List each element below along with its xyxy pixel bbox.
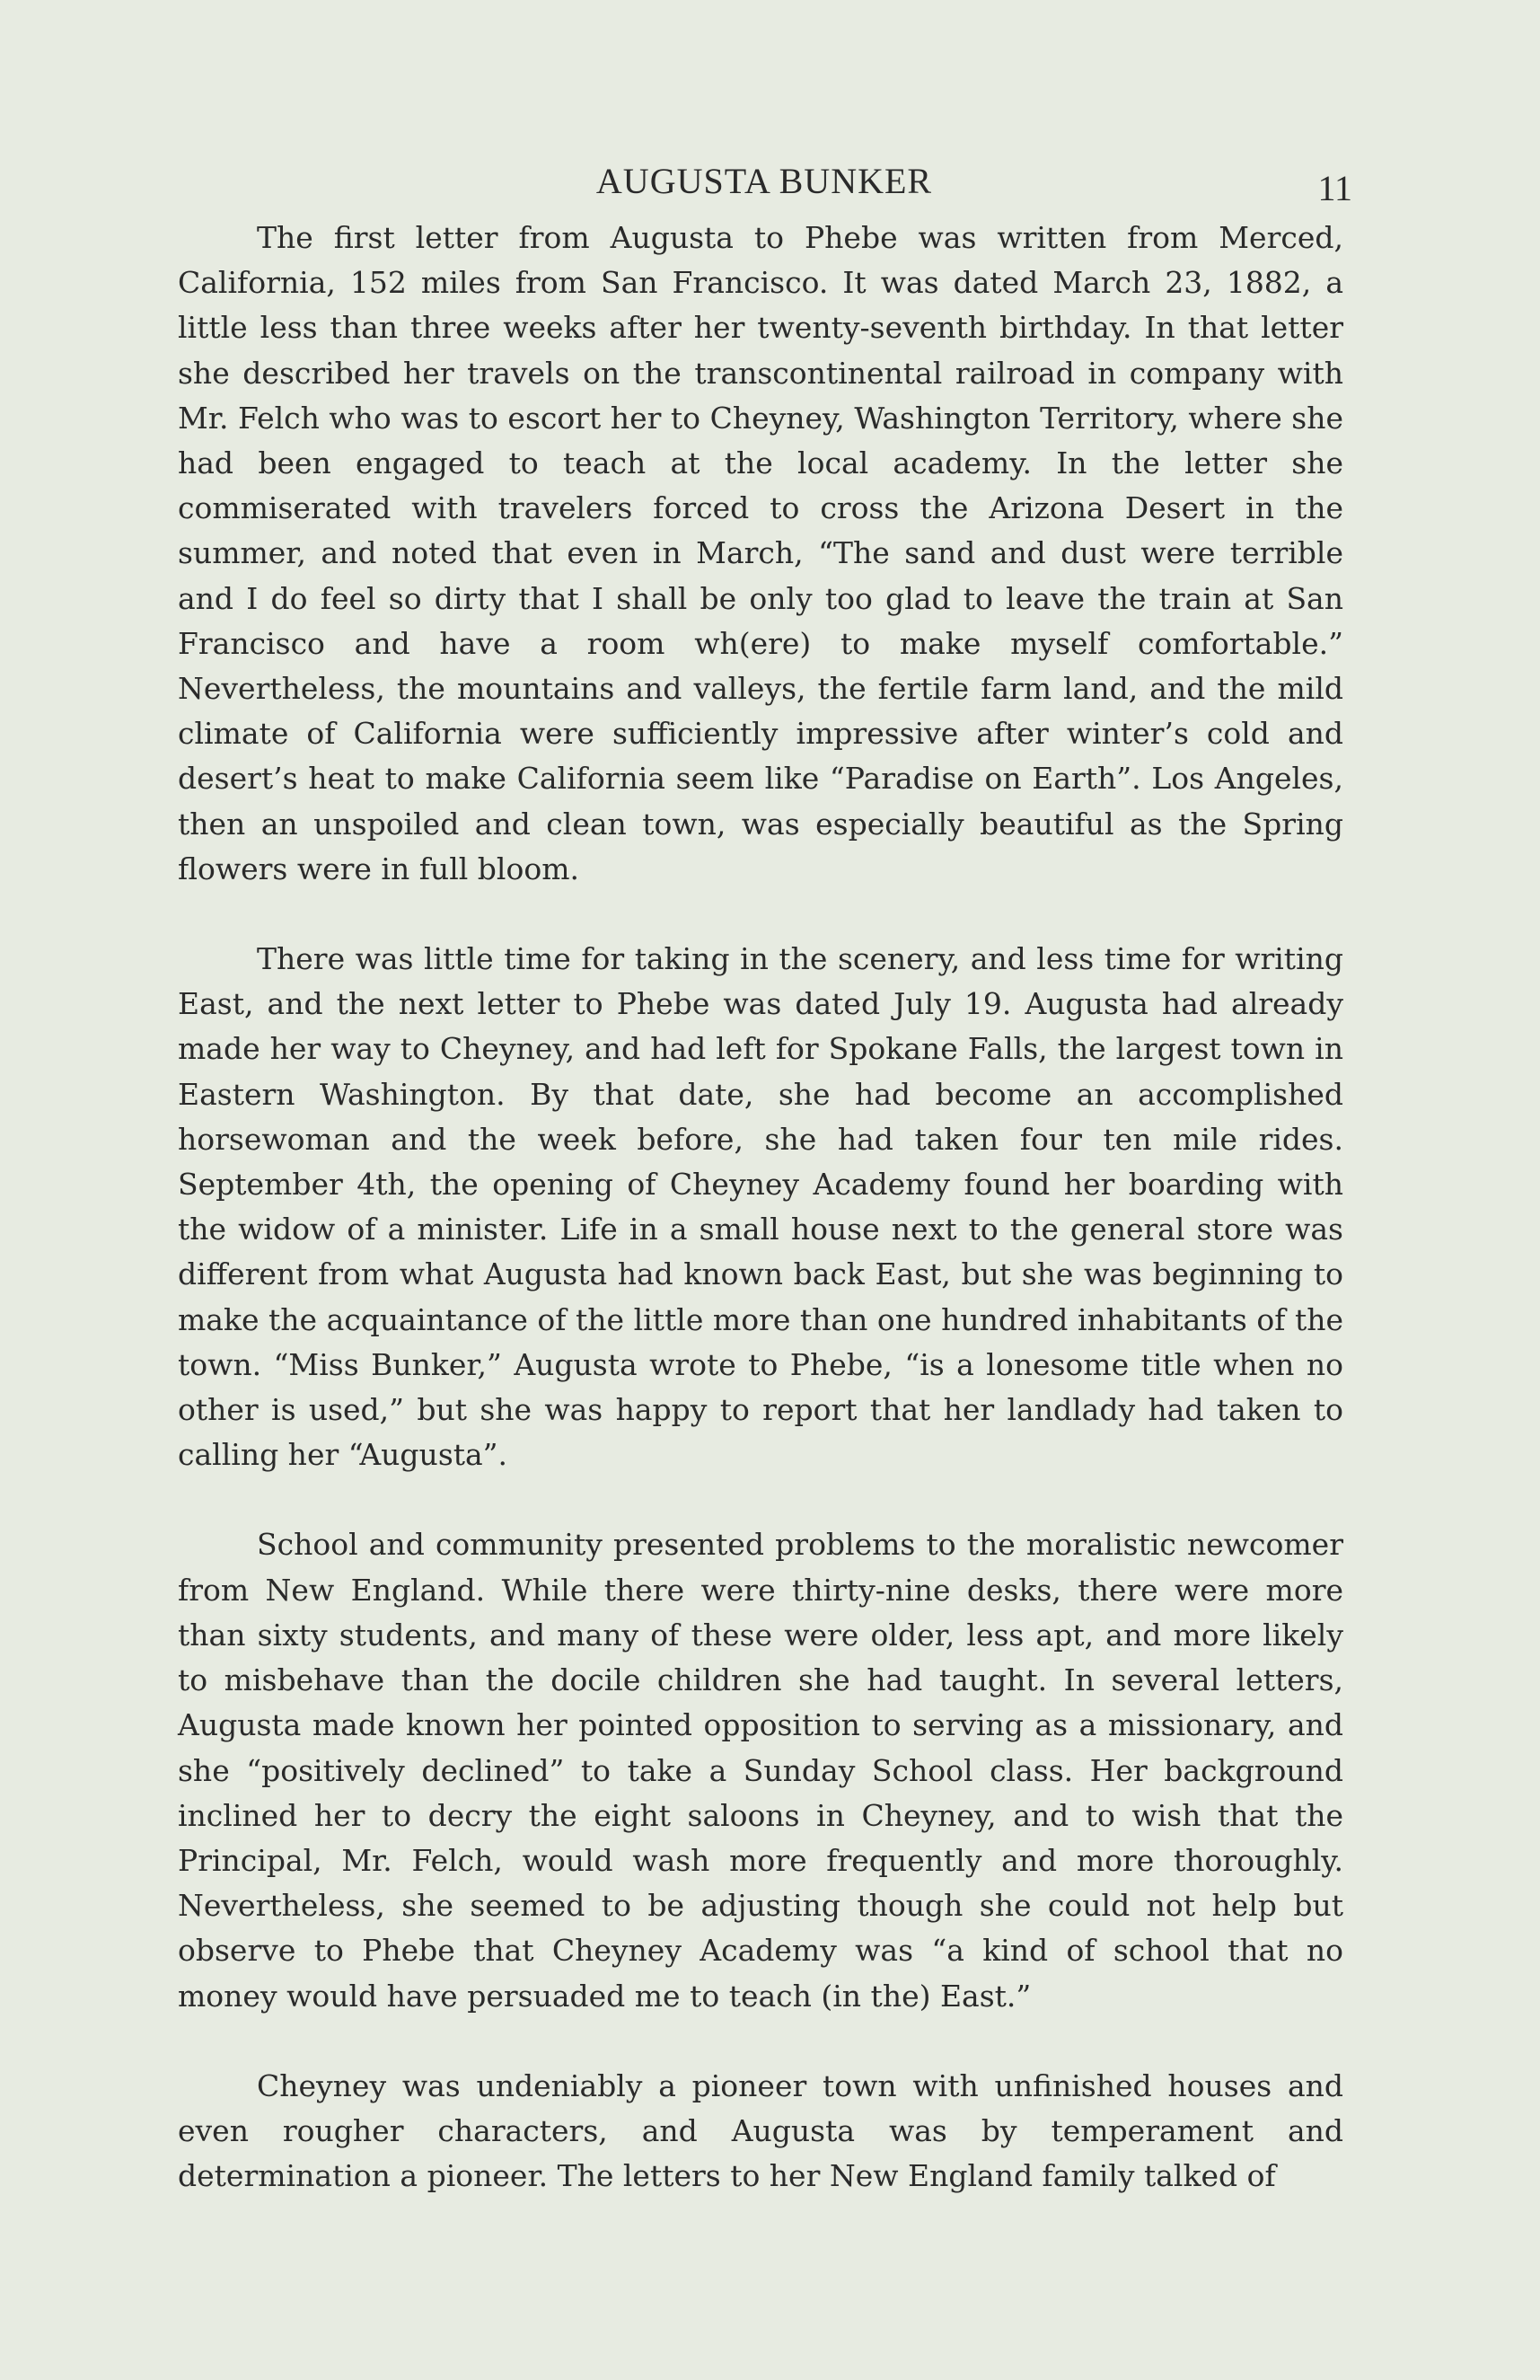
paragraph: There was little time for taking in the scenery, and less time for writing East, and the next letter to Phebe was dated July 19. Augusta had already made her way to Cheyney, and had left for Spokane Falls, the largest town in Eastern Washington. By that date, she had become an accomplished horsewoman and the week before, she had taken four ten mile rides. September 4th, the opening of Cheyney Academy found her boarding with the widow of a minister. Life in a small house next to the general store was different from what Augusta had known back East, but she was beginning to make the acquaintance of the little more than one hundred inhabitants of the town. “Miss Bunker,” Augusta wrote to Phebe, “is a lonesome title when no other is used,” but she was happy to report that her landlady had taken to calling her “Augusta”. — [178, 941, 1343, 1473]
page-number: 11 — [1317, 168, 1352, 208]
body-text — [178, 216, 1343, 2199]
paragraph: The first letter from Augusta to Phebe was written from Merced, California, 152 miles from San Francisco. It was dated March 23, 1882, a little less than three weeks after her twenty-seventh birthday. In that letter she described her travels on the transcontinental railroad in company with Mr. Felch who was to escort her to Cheyney, Washington Territory, where she had been engaged to teach at the local academy. In the letter she commiserated with travelers forced to cross the Arizona Desert in the summer, and noted that even in March, “The sand and dust were terrible and I do feel so dirty that I shall be only too glad to leave the train at San Francisco and have a room wh(ere) to make myself comfortable.” Nevertheless, the mountains and valleys, the fertile farm land, and the mild climate of California were sufficiently impressive after winter’s cold and desert’s heat to make California seem like “Paradise on Earth”. Los Angeles, then an unspoiled and clean town, was especially beautiful as the Spring flowers were in full bloom. — [178, 220, 1343, 886]
paragraph: Cheyney was undeniably a pioneer town with unfinished houses and even rougher characters, and Augusta was by temperament and determination a pioneer. The letters to her New England family talked of — [178, 2067, 1343, 2194]
running-head-title: AUGUSTA BUNKER — [595, 161, 933, 201]
paragraph: School and community presented problems to the moralistic newcomer from New England. While there were thirty-nine desks, there were more than sixty students, and many of these were older, less apt, and more likely to misbehave than the docile children she had taught. In several letters, Augusta made known her pointed opposition to serving as a missionary, and she “positively declined” to take a Sunday School class. Her background inclined her to decry the eight saloons in Cheyney, and to wish that the Principal, Mr. Felch, would wash more frequently and more thoroughly. Nevertheless, she seemed to be adjusting though she could not help but observe to Phebe that Cheyney Academy was “a kind of school that no money would have persuaded me to teach (in the) East.” — [178, 1527, 1343, 2014]
page-header — [176, 154, 1352, 208]
